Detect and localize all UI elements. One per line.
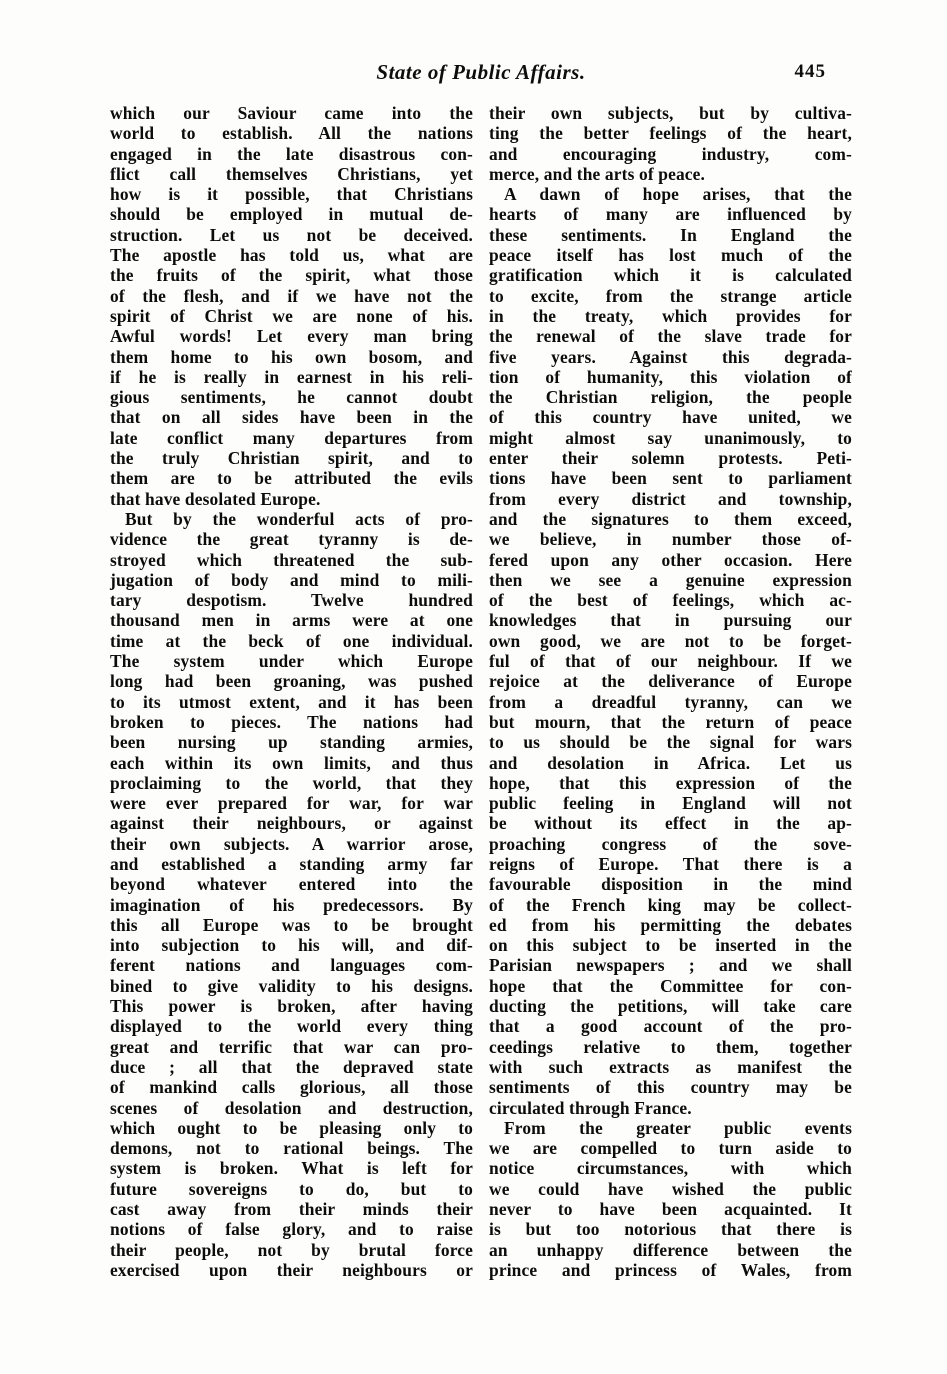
- text-line: thousand men in arms were at one: [110, 610, 473, 631]
- text-line: them home to his own bosom, and: [110, 346, 473, 367]
- text-line: ceedings relative to them, together: [489, 1036, 852, 1057]
- text-line: the fruits of the spirit, what those: [110, 265, 473, 286]
- text-line: own good, we are not to be forget-: [489, 630, 852, 651]
- column-2: [489, 103, 852, 1280]
- text-line: and established a standing army far: [110, 853, 473, 874]
- text-line: exercised upon their neighbours or: [110, 1259, 473, 1280]
- text-line: The system under which Europe: [110, 651, 473, 672]
- text-line: The apostle has told us, what are: [110, 245, 473, 266]
- text-line: jugation of body and mind to mili-: [110, 569, 473, 590]
- text-line: their own subjects, but by cultiva-: [489, 103, 852, 123]
- text-line: which ought to be pleasing only to: [110, 1117, 473, 1138]
- text-line: on this subject to be inserted in the: [489, 935, 852, 956]
- text-line: But by the wonderful acts of pro-: [125, 508, 473, 529]
- text-line: fered upon any other occasion. Here: [489, 549, 852, 570]
- text-line: hope that the Committee for con-: [489, 975, 852, 996]
- text-line: vidence the great tyranny is de-: [110, 529, 473, 550]
- text-line: from every district and township,: [489, 488, 852, 509]
- page-number: 445: [794, 61, 826, 82]
- column-1: [110, 103, 473, 1280]
- text-line: notice circumstances, with which: [489, 1158, 852, 1179]
- text-line: then we see a genuine expression: [489, 569, 852, 590]
- text-line: tion of humanity, this violation of: [489, 366, 852, 387]
- text-line: to its utmost extent, and it has been: [110, 691, 473, 712]
- text-line: an unhappy difference between the: [489, 1239, 852, 1260]
- text-line: tions have been sent to parliament: [489, 468, 852, 489]
- text-line: beyond whatever entered into the: [110, 874, 473, 895]
- text-line: never to have been acquainted. It: [489, 1199, 852, 1220]
- text-line: we are compelled to turn aside to: [489, 1138, 852, 1159]
- text-line: if he is really in earnest in his reli-: [110, 366, 473, 387]
- text-line: notions of false glory, and to raise: [110, 1219, 473, 1240]
- text-line: broken to pieces. The nations had: [110, 711, 473, 732]
- text-line: gratification which it is calculated: [489, 265, 852, 286]
- text-line: were ever prepared for war, for war: [110, 793, 473, 814]
- text-line: long had been groaning, was pushed: [110, 671, 473, 692]
- text-line: A dawn of hope arises, that the: [504, 184, 852, 205]
- text-line: proaching congress of the sove-: [489, 833, 852, 854]
- text-line: scenes of desolation and destruction,: [110, 1097, 473, 1118]
- text-line: tary despotism. Twelve hundred: [110, 590, 473, 611]
- text-line: the truly Christian spirit, and to: [110, 448, 473, 469]
- text-line: future sovereigns to do, but to: [110, 1178, 473, 1199]
- text-line: of the French king may be collect-: [489, 894, 852, 915]
- text-line: these sentiments. In England the: [489, 224, 852, 245]
- text-line: reigns of Europe. That there is a: [489, 853, 852, 874]
- text-line: gious sentiments, he cannot doubt: [110, 387, 473, 408]
- text-line: enter their solemn protests. Peti-: [489, 448, 852, 469]
- text-line: bined to give validity to his designs.: [110, 975, 473, 996]
- text-line: the Christian religion, the people: [489, 387, 852, 408]
- text-line: that have desolated Europe.: [110, 488, 321, 509]
- text-line: peace itself has lost much of the: [489, 245, 852, 266]
- text-columns: [110, 103, 852, 1280]
- text-line: This power is broken, after having: [110, 996, 473, 1017]
- text-line: that on all sides have been in the: [110, 407, 473, 428]
- text-line: from a dreadful tyranny, can we: [489, 691, 852, 712]
- text-line: Parisian newspapers ; and we shall: [489, 955, 852, 976]
- text-line: ducting the petitions, will take care: [489, 996, 852, 1017]
- text-line: been nursing up standing armies,: [110, 732, 473, 753]
- text-line: late conflict many departures from: [110, 427, 473, 448]
- text-line: this all Europe was to be brought: [110, 914, 473, 935]
- text-line: against their neighbours, or against: [110, 813, 473, 834]
- text-line: ful of that of our neighbour. If we: [489, 651, 852, 672]
- text-line: knowledges that in pursuing our: [489, 610, 852, 631]
- text-line: which our Saviour came into the: [110, 103, 473, 123]
- text-line: and encouraging industry, com-: [489, 143, 852, 164]
- text-line: with such extracts as manifest the: [489, 1056, 852, 1077]
- text-line: flict call themselves Christians, yet: [110, 163, 473, 184]
- text-line: From the greater public events: [504, 1117, 852, 1138]
- text-line: ting the better feelings of the heart,: [489, 123, 852, 144]
- text-line: and the signatures to them exceed,: [489, 508, 852, 529]
- text-line: hope, that this expression of the: [489, 772, 852, 793]
- text-line: Awful words! Let every man bring: [110, 326, 473, 347]
- text-line: into subjection to his will, and dif-: [110, 935, 473, 956]
- text-line: favourable disposition in the mind: [489, 874, 852, 895]
- text-line: but mourn, that the return of peace: [489, 711, 852, 732]
- text-line: we believe, in number those of-: [489, 529, 852, 550]
- text-line: ed from his permitting the debates: [489, 914, 852, 935]
- text-line: duce ; all that the depraved state: [110, 1056, 473, 1077]
- text-line: be without its effect in the ap-: [489, 813, 852, 834]
- text-line: cast away from their minds their: [110, 1199, 473, 1220]
- text-line: that a good account of the pro-: [489, 1016, 852, 1037]
- text-line: their people, not by brutal force: [110, 1239, 473, 1260]
- text-line: each within its own limits, and thus: [110, 752, 473, 773]
- text-line: engaged in the late disastrous con-: [110, 143, 473, 164]
- text-line: five years. Against this degrada-: [489, 346, 852, 367]
- text-line: system is broken. What is left for: [110, 1158, 473, 1179]
- text-line: in the treaty, which provides for: [489, 305, 852, 326]
- text-line: of mankind calls glorious, all those: [110, 1077, 473, 1098]
- text-line: time at the beck of one individual.: [110, 630, 473, 651]
- text-line: circulated through France.: [489, 1097, 692, 1118]
- running-title: State of Public Affairs.: [376, 60, 586, 84]
- text-line: proclaiming to the world, that they: [110, 772, 473, 793]
- text-line: struction. Let us not be deceived.: [110, 224, 473, 245]
- text-line: spirit of Christ we are none of his.: [110, 305, 473, 326]
- text-line: prince and princess of Wales, from: [489, 1259, 852, 1280]
- page-header: [110, 60, 852, 88]
- text-line: to excite, from the strange article: [489, 285, 852, 306]
- text-line: merce, and the arts of peace.: [489, 163, 706, 184]
- text-line: imagination of his predecessors. By: [110, 894, 473, 915]
- text-line: to us should be the signal for wars: [489, 732, 852, 753]
- text-line: of the best of feelings, which ac-: [489, 590, 852, 611]
- text-line: of this country have united, we: [489, 407, 852, 428]
- text-line: the renewal of the slave trade for: [489, 326, 852, 347]
- text-line: and desolation in Africa. Let us: [489, 752, 852, 773]
- text-line: their own subjects. A warrior arose,: [110, 833, 473, 854]
- text-line: sentiments of this country may be: [489, 1077, 852, 1098]
- text-line: might almost say unanimously, to: [489, 427, 852, 448]
- text-line: we could have wished the public: [489, 1178, 852, 1199]
- text-line: them are to be attributed the evils: [110, 468, 473, 489]
- text-line: rejoice at the deliverance of Europe: [489, 671, 852, 692]
- text-line: demons, not to rational beings. The: [110, 1138, 473, 1159]
- text-line: great and terrific that war can pro-: [110, 1036, 473, 1057]
- text-line: of the flesh, and if we have not the: [110, 285, 473, 306]
- text-line: ferent nations and languages com-: [110, 955, 473, 976]
- text-line: should be employed in mutual de-: [110, 204, 473, 225]
- text-line: stroyed which threatened the sub-: [110, 549, 473, 570]
- text-line: is but too notorious that there is: [489, 1219, 852, 1240]
- text-line: public feeling in England will not: [489, 793, 852, 814]
- text-line: hearts of many are influenced by: [489, 204, 852, 225]
- text-line: world to establish. All the nations: [110, 123, 473, 144]
- text-line: how is it possible, that Christians: [110, 184, 473, 205]
- text-line: displayed to the world every thing: [110, 1016, 473, 1037]
